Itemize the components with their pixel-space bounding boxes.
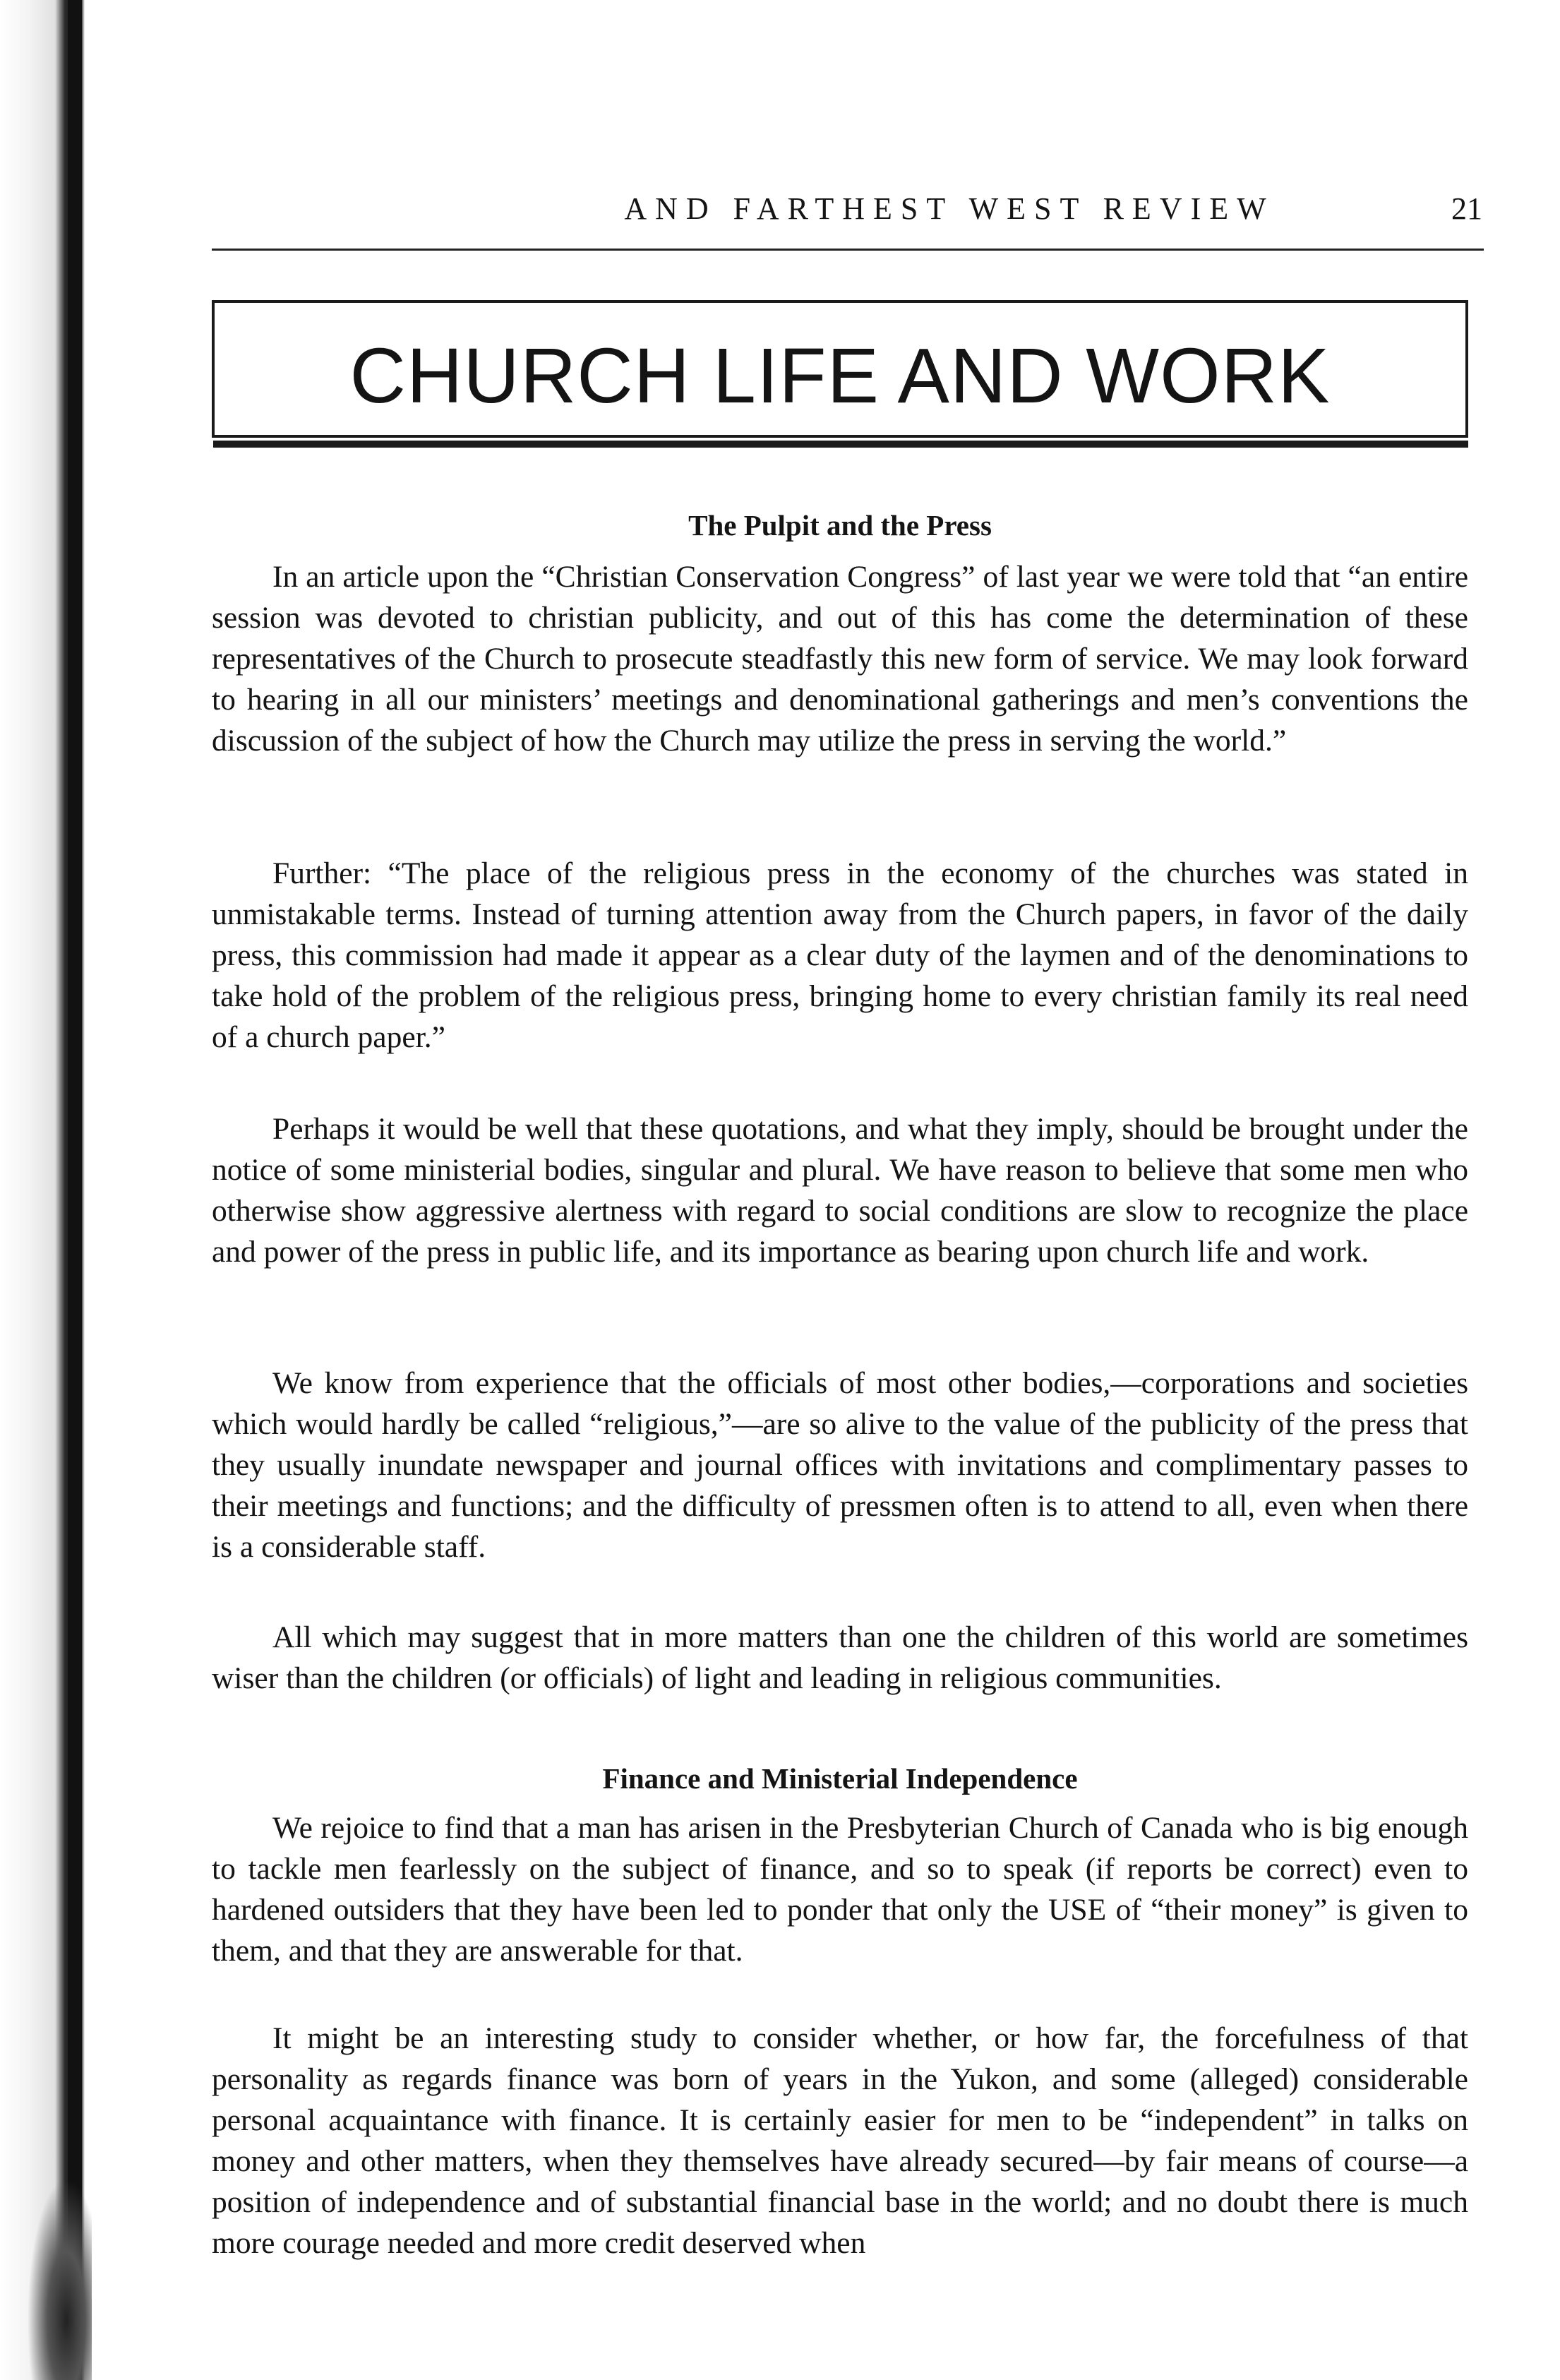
section-heading-pulpit-press: The Pulpit and the Press	[688, 509, 992, 542]
page-number: 21	[1451, 191, 1482, 226]
paragraph: All which may suggest that in more matters than one the children of this world are sometimes wiser than the children (or officials) of light and leading in religious communities.	[212, 1620, 1468, 1695]
ink-blot	[28, 2182, 92, 2380]
banner-shadow-rule	[213, 441, 1468, 448]
paragraph: We know from experience that the officials of most other bodies,—corporations and societies which would hardly be called “religious,”—are so alive to the value of the publicity of the press that they usually inundate newspaper and journal offices with invitations and complimentary passes to their meetings and functions; and the difficulty of pressmen often is to attend to all, even when there is a considerable staff.	[212, 1366, 1468, 1564]
running-head	[212, 191, 1482, 240]
paragraph: In an article upon the “Christian Conservation Congress” of last year we were told that “an entire session was devoted to christian publicity, and out of this has come the determination of these representatives of the Church to prosecute steadfastly this new form of service. We may look forward to hearing in all our ministers’ meetings and denominational gatherings and men’s conventions the discussion of the subject of how the Church may utilize the press in serving the world.”	[212, 560, 1468, 758]
paragraph: Perhaps it would be well that these quotations, and what they imply, should be brought under the notice of some ministerial bodies, singular and plural. We have reason to believe that some men who otherwise show aggressive alertness with regard to social conditions are slow to recognize the place and power of the press in public life, and its importance as bearing upon church life and work.	[212, 1112, 1468, 1269]
banner-title: CHURCH LIFE AND WORK	[349, 333, 1331, 419]
section-banner	[212, 300, 1468, 438]
paragraph: We rejoice to find that a man has arisen in the Presbyterian Church of Canada who is big enough to tackle men fearlessly on the subject of finance, and so to speak (if reports be correct) even to hardened outsiders that they have been led to ponder that only the USE of “their money” is given to them, and that they are answerable for that.	[212, 1811, 1468, 1968]
section-heading-finance: Finance and Ministerial Independence	[602, 1762, 1078, 1795]
paragraph: It might be an interesting study to consider whether, or how far, the forcefulness of that personality as regards finance was born of years in the Yukon, and some (alleged) considerable personal acquaintance with finance. It is certainly easier for men to be “independent” in talks on money and other matters, when they themselves have already secured—by fair means of course—a position of independence and of substantial financial base in the world; and no doubt there is much more courage needed and more credit deserved when	[212, 2021, 1468, 2260]
running-head-title: AND FARTHEST WEST REVIEW	[624, 191, 1275, 226]
binding-shadow	[68, 0, 82, 2380]
paragraph: Further: “The place of the religious press in the economy of the churches was stated in unmistakable terms. Instead of turning attention away from the Church papers, in favor of the daily press, this commission had made it appear as a clear duty of the laymen and of the denominations to take hold of the problem of the religious press, bringing home to every christian family its real need of a church paper.”	[212, 856, 1468, 1054]
header-rule	[212, 249, 1484, 251]
